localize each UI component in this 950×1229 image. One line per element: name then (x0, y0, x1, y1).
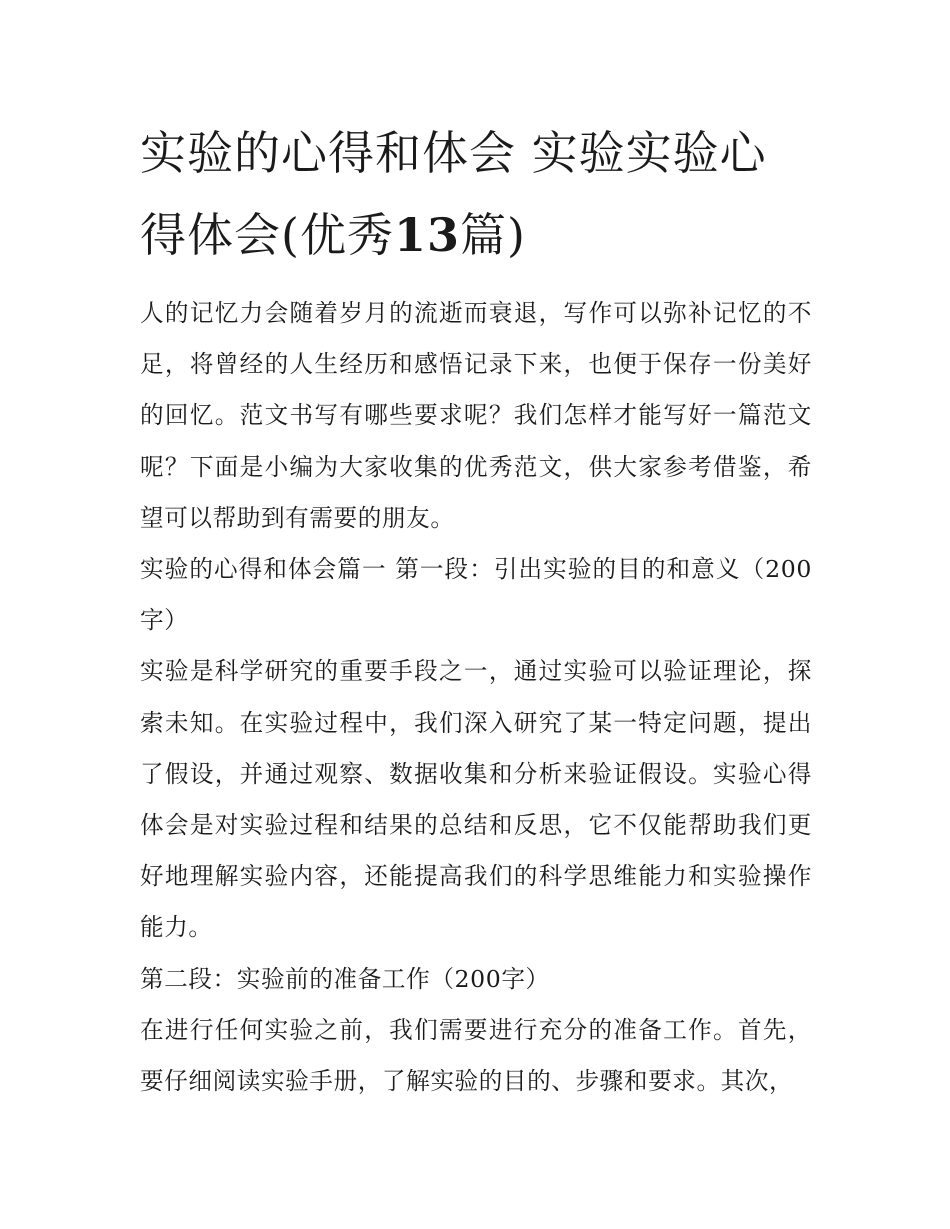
title-number: 13 (393, 208, 460, 262)
section-heading-1: 实验的心得和体会篇一 第一段：引出实验的目的和意义（200字） (140, 555, 812, 635)
document-page (140, 112, 812, 1107)
title-text: 实验的心得和体会 实验实验心得体会(优秀 (140, 126, 767, 262)
title-suffix: 篇) (459, 208, 526, 262)
section-heading-2: 第二段：实验前的准备工作（200字） (140, 964, 550, 993)
body-paragraph: 在进行任何实验之前，我们需要进行充分的准备工作。首先，要仔细阅读实验手册，了解实验的目的、步骤和要求。其次， (140, 1015, 812, 1096)
body-paragraph: 实验是科学研究的重要手段之一，通过实验可以验证理论，探索未知。在实验过程中，我们深入研究了某一特定问题，提出了假设，并通过观察、数据收集和分析来验证假设。实验心得体会是对实验过程和结果的总结和反思，它不仅能帮助我们更好地理解实验内容，还能提高我们的科学思维能力和实验操作能力。 (140, 657, 812, 942)
intro-paragraph: 人的记忆力会随着岁月的流逝而衰退，写作可以弥补记忆的不足，将曾经的人生经历和感悟记录下来，也便于保存一份美好的回忆。范文书写有哪些要求呢？我们怎样才能写好一篇范文呢？下面是小编为大家收集的优秀范文，供大家参考借鉴，希望可以帮助到有需要的朋友。 (140, 299, 812, 532)
document-title (140, 112, 812, 276)
document-body (140, 288, 812, 1107)
